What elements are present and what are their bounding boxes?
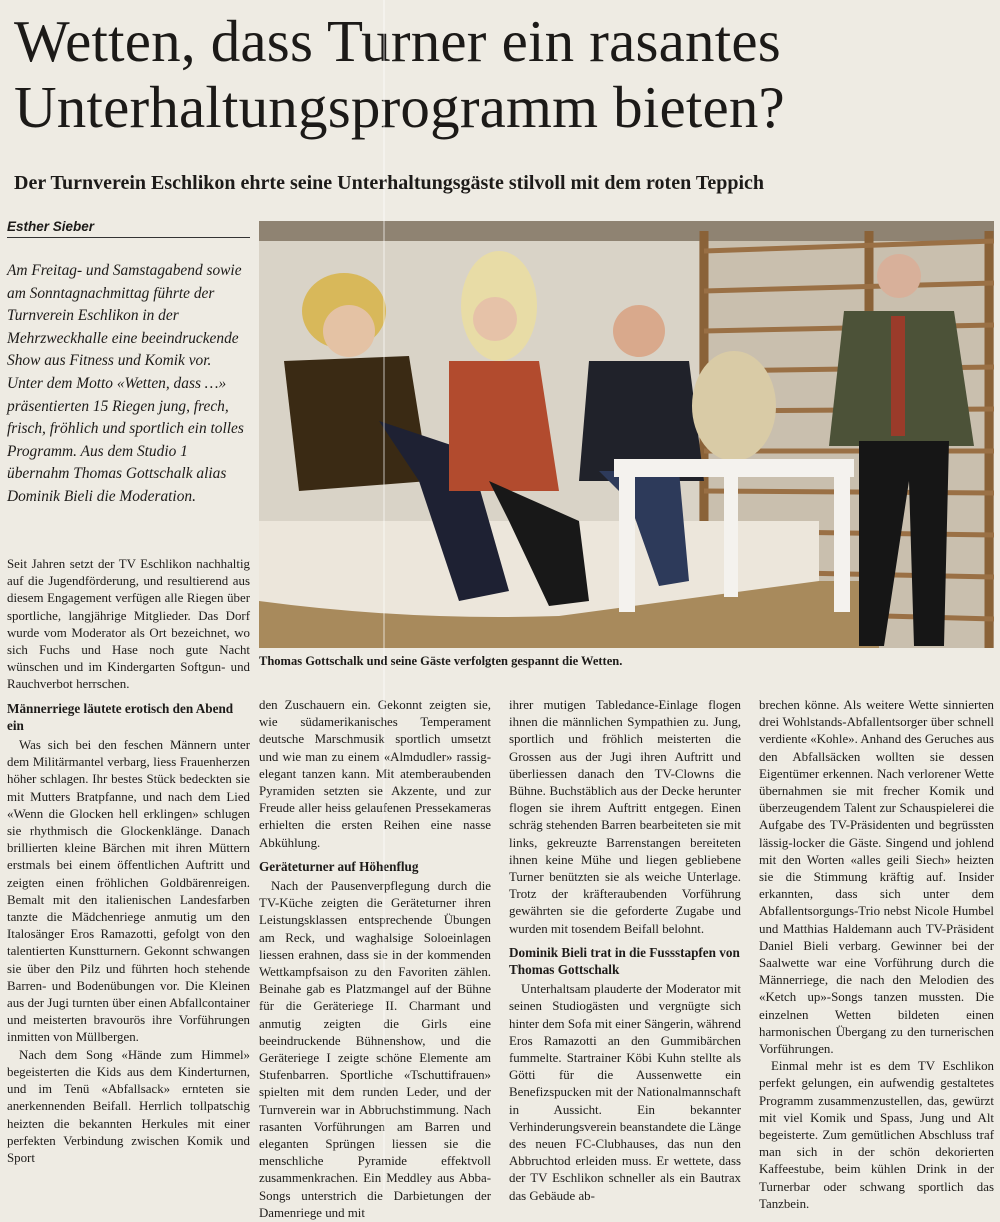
byline-rule	[7, 237, 250, 238]
section-heading: Dominik Bieli trat in die Fussstapfen von Thomas Gottschalk	[509, 944, 740, 978]
body-paragraph: Nach der Pausenverpflegung durch die TV-Küche zeigten die Geräteturner ihren Leistungsklassen entsprechende Übungen am Reck, und waghalsige Soloeinlagen liessen erahnen, dass sie in der kommenden Wettkampfsaison zu den Favoriten zählen. Beinahe gab es Platzmangel auf der Bühne für die Geräteriege II. Charmant und anmutig zeigten die Girls eine beeindruckende Bühnenshow, und die Geräteriege I zeigte schöne Elemente am Stufenbarren. Sportliche «Tschuttifrauen» spielten mit dem runden Leder, und der Turnverein war in Abbruchstimmung. Nach rasanten Vorführungen am Barren und eleganten Sprüngen liessen sie die menschliche Pyramide effektvoll zusammenkrachen. Ein Meddley aus Abba-Songs unterstrich die Darbietungen der Damenriege und mit	[259, 879, 491, 1220]
body-paragraph: den Zuschauern ein. Gekonnt zeigten sie, wie südamerikanisches Temperament deutsche Marschmusik sportlich umsetzt und wie man zu einem «Almdudler» rassig-elegant tanzen kann. Mit atemberaubenden Pyramiden setzten sie Akzente, und zur Freude aller heiss gelaufenen Pressekameras erhielten die ersten Reihen eine nasse Abkühlung.	[259, 698, 491, 850]
body-paragraph: Unterhaltsam plauderte der Moderator mit seinen Studiogästen und vergnügte sich hinter dem Sofa mit einer Sängerin, während Eros Ramazotti an den Gummibärchen fummelte. Startrainer Köbi Kuhn stellte als Götti für die Aussenwette ein Benefizspucken mit der Nationalmannschaft in Aussicht. Ein bekannter Verhinderungsverein beanstandete die Länge des neuen FC-Clubhauses, das nun den Abbruchtod erleiden muss. Er wettete, dass der TV Eschlikon schneller als ein Bautrax das Gebäude ab-	[509, 982, 741, 1203]
stage-photo	[259, 221, 994, 648]
stage-photo-illustration	[259, 221, 994, 648]
column-3	[509, 697, 741, 1205]
section-heading: Männerriege läutete erotisch den Abend ein	[7, 700, 234, 733]
subtitle: Der Turnverein Eschlikon ehrte seine Unterhaltungsgäste stilvoll mit dem roten Teppich	[14, 172, 765, 194]
body-paragraph: ihrer mutigen Tabledance-Einlage flogen ihnen die männlichen Sympathien zu. Jung, sportlich und fröhlich meisterten die Grossen aus der Jugi ihren Auftritt und überliessen danach den TV-Clowns die Bühne. Buchstäblich aus der Decke herunter flogen sie ihrem Auftritt entgegen. Einen schräg stehenden Barren bearbeiteten sie mit links, gekreuzte Barrenstangen bereiteten ihnen keine Mühe und liegen gebliebene Turner benützten sie als weiche Unterlage. Trotz der kräfteraubenden Vorführung gewährten sie die geforderte Zugabe und wurden mit tosendem Beifall belohnt.	[509, 698, 741, 936]
lead-paragraph: Am Freitag- und Samstagabend sowie am Sonntagnachmittag führte der Turnverein Eschlikon in der Mehrzweckhalle eine beeindruckende Show aus Fitness und Komik vor. Unter dem Motto «Wetten, dass …» präsentierten 15 Riegen jung, frech, frisch, fröhlich und sportlich ein tolles Programm. Aus dem Studio 1 übernahm Thomas Gottschalk alias Dominik Bieli die Moderation.	[7, 262, 244, 505]
section-heading: Geräteturner auf Höhenflug	[259, 858, 419, 874]
column-4	[759, 697, 994, 1213]
column-1	[7, 556, 250, 1167]
headline: Wetten, dass Turner ein rasantes Unterhaltungsprogramm bieten?	[14, 8, 785, 140]
body-paragraph: Seit Jahren setzt der TV Eschlikon nachhaltig auf die Jugendförderung, und resultierend aus diesem Engagement verfügen alle Riegen über sportliche, langjährige Mitglieder. Das Dorf wurde vom Moderator als Ort bezeichnet, wo sich Fuchs und Hase noch gute Nacht wünschen und im Kindergarten Softgun- und Rauchverbot herrschen.	[7, 557, 250, 692]
paper-fold	[383, 0, 385, 1190]
body-paragraph: Einmal mehr ist es dem TV Eschlikon perfekt gelungen, ein aufwendig gestaltetes Programm zusammenzustellen, das, gewürzt mit viel Komik und Spass, Jung und Alt begeisterte. Zum gemütlichen Abschluss traf man sich in der schön dekorierten Kaffeestube, beim kühlen Drink in der Turnerbar oder schwang sportlich das Tanzbein.	[759, 1059, 994, 1211]
photo-caption: Thomas Gottschalk und seine Gäste verfolgten gespannt die Wetten.	[259, 654, 623, 668]
body-paragraph: Was sich bei den feschen Männern unter dem Militärmantel verbarg, liess Frauenherzen höher schlagen. Ihr bestes Stück bedeckten sie mit Mutters Bratpfanne, und nach dem Lied «Wenn die Glocken hell erklingen» schlugen sie rhythmisch die Glockenklänge. Danach brillierten kleine Bärchen mit ihren Müttern erstmals bei einem öffentlichen Auftritt und zeigten einen fröhlichen Goldbärenreigen. Bemalt mit den italienischen Landesfarben tanzte die Mädchenriege anmutig um den Italosänger Eros Ramazotti, gefolgt von den talentierten Kunstturnern. Gekonnt schwangen sie über den Pilz und führten hoch stehende Barren- und Bodenübungen vor. Die Kleinen aus der Jugi turnten über einen Abfallcontainer und meisterten bravourös ihre Vorführungen inmitten von Müllbergen.	[7, 738, 250, 1045]
body-paragraph: brechen könne. Als weitere Wette sinnierten drei Wohlstands-Abfallentsorger über schnell verdiente «Kohle». Anhand des Geruches aus den Abfallsäcken wollten sie dessen Eigentümer erkennen. Nach verlorener Wette übernahmen sie mit frecher Komik und überzeugendem Talent zur Schauspielerei die Aufgabe des TV-Präsidenten und begrüssten lässig-locker die Gäste. Singend und johlend mit den Worten «alles geili Siech» heizten sie die Stimmung kräftig auf. Insider erkannten, dass sich unter dem Abfallentsorgungs-Trio nebst Nicole Humbel und Matthias Haldemann auch TV-Präsident Daniel Bieli verbarg. Gewinner bei der Saalwette war eine Vorführung durch die Männerriege, die nach den Melodien des «Ketch up»-Songs tanzen mussten. Die einzelnen Wetten bildeten einen harmonischen Übergang zu den turnerischen Vorführungen.	[759, 698, 994, 1057]
byline: Esther Sieber	[7, 219, 95, 234]
body-paragraph: Nach dem Song «Hände zum Himmel» begeisterten die Kids aus dem Kinderturnen, und im Tenü «Abfallsack» ernteten sie anerkennenden Beifall. Herrlich tollpatschig heizten die bekannten Herkules mit einer perfekten Verbindung zwischen Komik und Sport	[7, 1047, 250, 1165]
column-2	[259, 697, 491, 1222]
